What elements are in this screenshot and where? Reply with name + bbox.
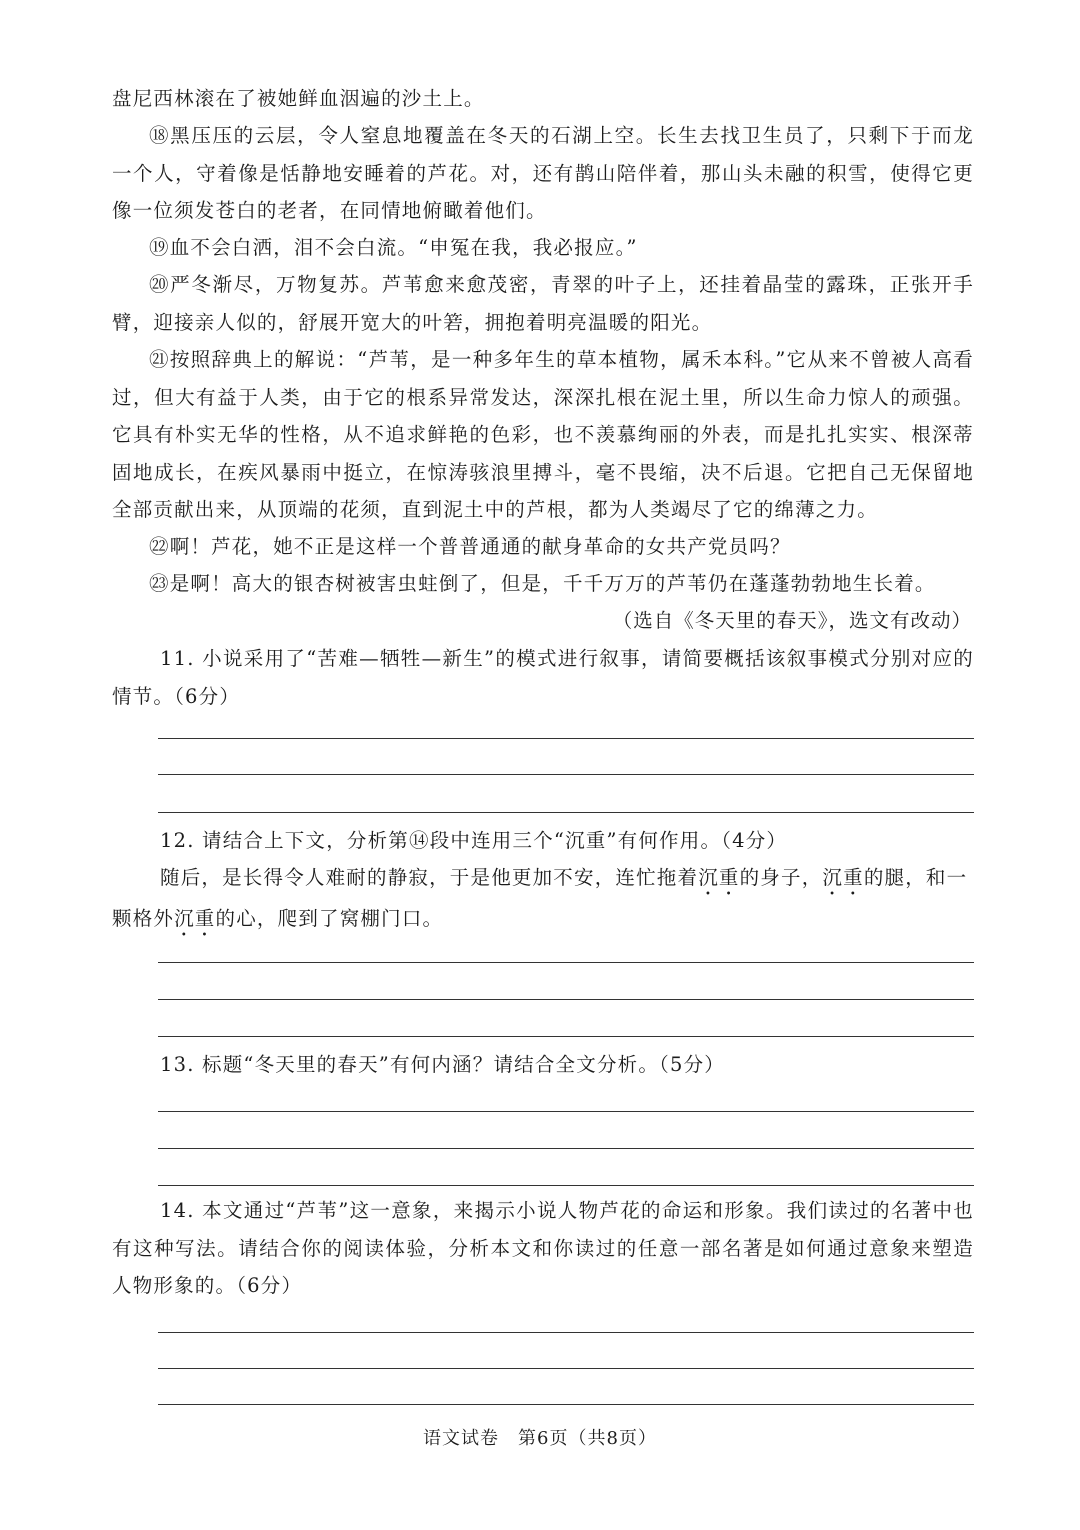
question-12-quote <box>112 859 974 941</box>
paragraph-18: ⑱黑压压的云层，令人窒息地覆盖在冬天的石湖上空。长生去找卫生员了，只剩下于而龙一个人，守着像是恬静地安睡着的芦花。对，还有鹊山陪伴着，那山头未融的积雪，使得它更像一位须发苍白的老者，在同情地俯瞰着他们。 <box>112 124 974 222</box>
paragraph-19: ⑲血不会白洒，泪不会白流。“申冤在我，我必报应。” <box>149 236 638 259</box>
answer-line[interactable] <box>158 962 974 963</box>
quote-part: 的腿，和一颗格外 <box>112 866 968 930</box>
answer-line[interactable] <box>158 999 974 1000</box>
source-citation: （选自《冬天里的春天》，选文有改动） <box>612 609 972 632</box>
emphasis-word: 沉重 <box>822 866 864 889</box>
answer-line[interactable] <box>158 1185 974 1186</box>
answer-line[interactable] <box>158 1036 974 1037</box>
paragraph-21: ㉑按照辞典上的解说：“芦苇，是一种多年生的草本植物，属禾本科。”它从来不曾被人高看过，但大有益于人类，由于它的根系异常发达，深深扎根在泥土里，所以生命力惊人的顽强。它具有朴实无华的性格，从不追求鲜艳的色彩，也不羡慕绚丽的外表，而是扎扎实实、根深蒂固地成长，在疾风暴雨中挺立，在惊涛骇浪里搏斗，毫不畏缩，决不后退。它把自己无保留地全部贡献出来，从顶端的花须，直到泥土中的芦根，都为人类竭尽了它的绵薄之力。 <box>112 348 974 521</box>
quote-part: 随后，是长得令人难耐的静寂，于是他更加不安，连忙拖着 <box>160 866 699 889</box>
question-12: 12. 请结合上下文，分析第⑭段中连用三个“沉重”有何作用。（4分） <box>160 829 788 852</box>
answer-line[interactable] <box>158 738 974 739</box>
emphasis-word: 沉重 <box>698 866 740 889</box>
answer-line[interactable] <box>158 1404 974 1405</box>
answer-line[interactable] <box>158 1368 974 1369</box>
paragraph-continued: 盘尼西林滚在了被她鲜血洇遍的沙土上。 <box>112 87 485 110</box>
answer-line[interactable] <box>158 812 974 813</box>
paragraph-22: ㉒啊！芦花，她不正是这样一个普普通通的献身革命的女共产党员吗？ <box>149 535 791 558</box>
quote-part: 的身子， <box>739 866 823 889</box>
paragraph-20: ⑳严冬渐尽，万物复苏。芦苇愈来愈茂密，青翠的叶子上，还挂着晶莹的露珠，正张开手臂，迎接亲人似的，舒展开宽大的叶箬，拥抱着明亮温暖的阳光。 <box>112 273 974 334</box>
question-13: 13. 标题“冬天里的春天”有何内涵？请结合全文分析。（5分） <box>160 1053 726 1076</box>
answer-line[interactable] <box>158 774 974 775</box>
question-14: 14. 本文通过“芦苇”这一意象，来揭示小说人物芦花的命运和形象。我们读过的名著中也有这种写法。请结合你的阅读体验，分析本文和你读过的任意一部名著是如何通过意象来塑造人物形象的。（6分） <box>112 1199 974 1297</box>
emphasis-word: 沉重 <box>174 907 216 930</box>
quote-part: 的心，爬到了窝棚门口。 <box>215 907 444 930</box>
answer-line[interactable] <box>158 1332 974 1333</box>
answer-line[interactable] <box>158 1111 974 1112</box>
answer-line[interactable] <box>158 1148 974 1149</box>
question-11: 11. 小说采用了“苦难—牺牲—新生”的模式进行叙事，请简要概括该叙事模式分别对应的情节。（6分） <box>112 647 974 708</box>
page-footer: 语文试卷 第6页（共8页） <box>423 1428 657 1449</box>
paragraph-23: ㉓是啊！高大的银杏树被害虫蛀倒了，但是，千千万万的芦苇仍在蓬蓬勃勃地生长着。 <box>149 572 936 595</box>
